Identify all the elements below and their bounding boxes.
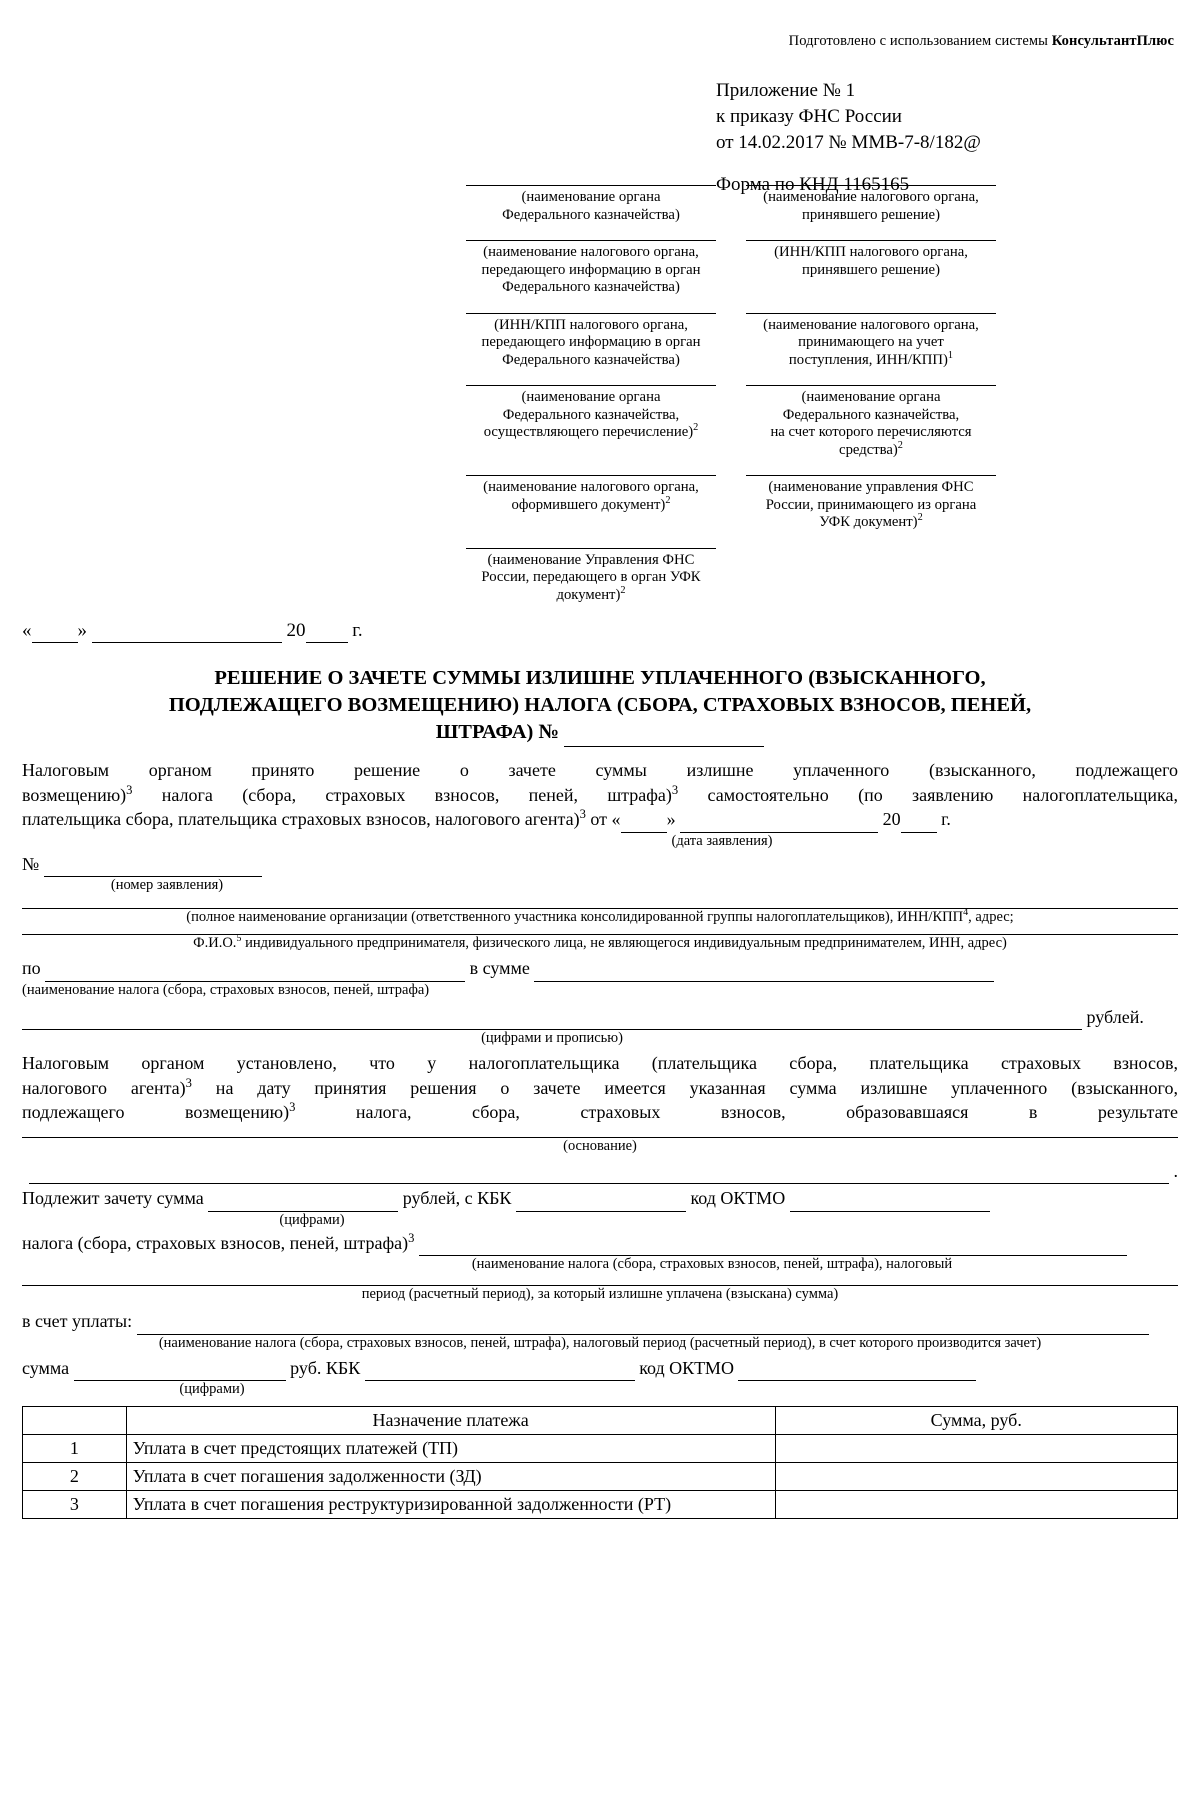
document-date-line [22, 620, 363, 643]
field-caption: оформившего документ)$^2$ [511, 494, 671, 513]
footnote-marker: 3 [671, 782, 679, 797]
field-caption: Федерального казначейства) [502, 206, 680, 223]
footnote-marker: 1 [947, 349, 954, 361]
org-field-row [0, 385, 1200, 459]
field-caption: поступления, ИНН/КПП)$^1$ [788, 349, 954, 368]
year-prefix: 20 [286, 620, 306, 641]
org-field-left[interactable] [466, 385, 716, 459]
system-note-prefix: Подготовлено с использованием системы [788, 33, 1052, 49]
field-caption: на счет которого перечисляются [770, 424, 972, 440]
paragraph-2-line-1: Налоговым органом установлено, что у налогоплательщика (плательщика сбора, плательщика страховых взносов, [22, 1053, 1178, 1073]
field-caption: (ИНН/КПП налогового органа, [774, 244, 968, 260]
row-sum[interactable] [775, 1491, 1178, 1519]
knd-form-code: Форма по КНД 1165165 [716, 174, 910, 195]
fill-line[interactable] [466, 185, 716, 186]
caption-figures-words: (цифрами и прописью) [481, 1030, 623, 1046]
blank-line-with-dot: . [22, 1159, 1178, 1185]
title-line-3: ШТРАФА) № [70, 719, 1130, 747]
field-caption: Федерального казначейства, [782, 406, 960, 423]
column-header-sum: Сумма, руб. [775, 1407, 1178, 1435]
field-caption: документ)$^2$ [556, 584, 626, 603]
system-note [789, 33, 1174, 50]
quote-close: » [77, 620, 87, 641]
field-caption: принявшего решение) [802, 261, 940, 278]
field-caption: (наименование Управления ФНС [487, 551, 695, 568]
fill-line[interactable] [746, 313, 996, 314]
footnote-marker: 3 [579, 807, 586, 821]
org-field-right[interactable] [746, 385, 996, 459]
column-header-purpose: Назначение платежа [126, 1407, 775, 1435]
footnote-marker: 3 [126, 782, 133, 797]
table-row [23, 1435, 1178, 1463]
field-caption: (ИНН/КПП налогового органа, [494, 316, 688, 333]
field-caption: (наименование налогового органа, [483, 244, 699, 260]
org-field-row [0, 240, 1200, 297]
field-caption: Федерального казначейства) [502, 279, 680, 295]
fill-line[interactable] [746, 385, 996, 386]
title-line-1: РЕШЕНИЕ О ЗАЧЕТЕ СУММЫ ИЗЛИШНЕ УПЛАЧЕННОГО (ВЗЫСКАННОГО, [214, 667, 986, 689]
footnote-marker: 2 [665, 494, 671, 506]
title-line-2: ПОДЛЕЖАЩЕГО ВОЗМЕЩЕНИЮ) НАЛОГА (СБОРА, СТРАХОВЫХ ВЗНОСОВ, ПЕНЕЙ, [168, 694, 1032, 716]
row-number: 1 [23, 1435, 127, 1463]
org-field-row [0, 313, 1200, 370]
row-purpose: Уплата в счет погашения задолженности (ЗД) [126, 1463, 775, 1491]
org-field-right[interactable] [746, 185, 996, 224]
field-caption: (наименование органа [521, 389, 661, 405]
tax-designation-line: налога (сбора, страховых взносов, пеней, штрафа)$^3$ [22, 1231, 1178, 1257]
org-field-left[interactable] [466, 475, 716, 532]
row-number: 2 [23, 1463, 127, 1491]
kbk-oktmo-line: Подлежит зачету сумма рублей, с КБК код ОКТМО [22, 1186, 1178, 1212]
caption-date-statement: (дата заявления) [671, 832, 773, 849]
org-field-right[interactable] [746, 475, 996, 532]
caption-tax-name-period: (наименование налога (сбора, страховых взносов, пеней, штрафа), налоговый [471, 1256, 953, 1272]
column-header-number [23, 1407, 127, 1435]
fill-line[interactable] [466, 240, 716, 241]
org-field-row [0, 548, 1200, 605]
field-caption: России, передающего в орган УФК [481, 569, 701, 585]
approval-block [716, 78, 981, 198]
caption-period: период (расчетный период), за который излишне уплачена (взыскана) сумма) [361, 1286, 839, 1302]
fill-line[interactable] [746, 475, 996, 476]
row-sum[interactable] [775, 1463, 1178, 1491]
field-caption: (наименование налогового органа, [483, 479, 699, 495]
field-caption: (наименование управления ФНС [768, 479, 974, 495]
fill-line[interactable] [466, 313, 716, 314]
fill-line[interactable] [746, 185, 996, 186]
page-title [70, 665, 1130, 747]
paragraph-2-line-2: налогового агента)$^3$ на дату принятия решения о зачете имеется указанная сумма излишне уплаченного (взысканного, [22, 1075, 1178, 1098]
quote-open: « [22, 620, 32, 641]
approval-line-3: от 14.02.2017 № ММВ-7-8/182@ [716, 132, 981, 153]
org-field-left[interactable] [466, 240, 716, 297]
fill-line[interactable] [466, 475, 716, 476]
system-note-brand: КонсультантПлюс [1051, 33, 1174, 49]
field-caption: передающего информацию в орган [481, 261, 701, 278]
table-row [23, 1463, 1178, 1491]
footnote-marker: 3 [408, 1230, 415, 1245]
table-header-row [23, 1407, 1178, 1435]
fill-line[interactable] [746, 240, 996, 241]
field-caption: средства)$^2$ [839, 439, 903, 458]
org-field-row [0, 475, 1200, 532]
fill-line[interactable] [466, 385, 716, 386]
org-field-left[interactable] [466, 548, 716, 605]
document-body [22, 758, 1178, 1519]
field-caption: Федерального казначейства, [502, 406, 680, 423]
footnote-marker: 2 [917, 512, 923, 524]
org-field-right[interactable] [746, 313, 996, 370]
caption-schet-uplaty: (наименование налога (сбора, страховых взносов, пеней, штрафа), налоговый период (расчетный период), в счет которого производится зачет) [158, 1334, 1042, 1351]
row-purpose: Уплата в счет предстоящих платежей (ТП) [126, 1435, 775, 1463]
caption-figures: (цифрами) [279, 1211, 345, 1228]
org-field-left[interactable] [466, 313, 716, 370]
paragraph-2-line-3: подлежащего возмещению)$^3$ налога, сбора, страховых взносов, образовавшаяся в результате [22, 1100, 1178, 1122]
field-caption: России, принимающего из органа [765, 496, 977, 513]
row-purpose: Уплата в счет погашения реструктуризированной задолженности (РТ) [126, 1491, 775, 1519]
row-number: 3 [23, 1491, 127, 1519]
footnote-marker: 2 [897, 439, 903, 451]
field-caption: передающего информацию в орган [481, 334, 701, 350]
fill-line[interactable] [466, 548, 716, 549]
payments-table [22, 1406, 1178, 1519]
footnote-marker: 2 [693, 422, 699, 434]
caption-tax-name: (наименование налога (сбора, страховых взносов, пеней, штрафа) [22, 981, 430, 998]
field-caption: принимающего на учет [798, 334, 944, 350]
field-caption: (наименование органа [801, 389, 941, 405]
field-caption: осуществляющего перечисление)$^2$ [483, 422, 699, 440]
caption-number-statement: (номер заявления) [110, 877, 224, 893]
approval-line-2: к приказу ФНС России [716, 106, 902, 127]
footnote-marker: 2 [620, 584, 626, 596]
statement-number-line: № [22, 852, 1178, 878]
year-suffix: г. [352, 620, 363, 641]
caption-osnovanie: (основание) [563, 1137, 637, 1154]
paragraph-1-line-3: плательщика сбора, плательщика страховых взносов, налогового агента)$^3$ от « » 20 г. [22, 807, 1178, 833]
field-caption: (наименование налогового органа, [763, 189, 979, 205]
tax-name-line: по в сумме [22, 956, 1178, 982]
paragraph-1-line-1: Налоговым органом принято решение о зачете суммы излишне уплаченного (взысканного, подлежащего [22, 760, 1178, 780]
field-caption: Федерального казначейства) [502, 351, 680, 368]
org-field-row [0, 185, 1200, 224]
field-caption: УФК документ)$^2$ [819, 512, 923, 530]
table-row [23, 1491, 1178, 1519]
org-field-right[interactable] [746, 240, 996, 297]
caption-organization-name: (полное наименование организации (ответственного участника консолидированной группы налогоплательщиков), ИНН/КПП$^4$, адрес; [186, 907, 1014, 925]
footnote-marker: 3 [185, 1075, 192, 1090]
field-caption: (наименование органа [521, 189, 661, 205]
caption-individual-name: Ф.И.О.$^5$ индивидуального предпринимателя, физического лица, не являющегося индивидуальным предпринимателем, ИНН, адрес) [193, 933, 1007, 951]
organization-fields-block [0, 185, 1200, 604]
field-caption: (наименование налогового органа, [763, 316, 979, 333]
footnote-marker: 3 [289, 1100, 296, 1114]
sum-kbk-oktmo-line: сумма руб. КБК код ОКТМО [22, 1356, 1178, 1382]
field-caption: принявшего решение) [802, 206, 940, 223]
sum-in-words-line: рублей. [22, 1005, 1178, 1031]
credit-payment-line: в счет уплаты: [22, 1309, 1178, 1335]
approval-line-1: Приложение № 1 [716, 80, 856, 101]
caption-figures-2: (цифрами) [179, 1381, 245, 1397]
org-field-left[interactable] [466, 185, 716, 224]
row-sum[interactable] [775, 1435, 1178, 1463]
paragraph-1-line-2: возмещению)$^3$ налога (сбора, страховых взносов, пеней, штрафа)$^3$ самостоятельно (по заявлению налогоплательщика, [22, 782, 1178, 805]
